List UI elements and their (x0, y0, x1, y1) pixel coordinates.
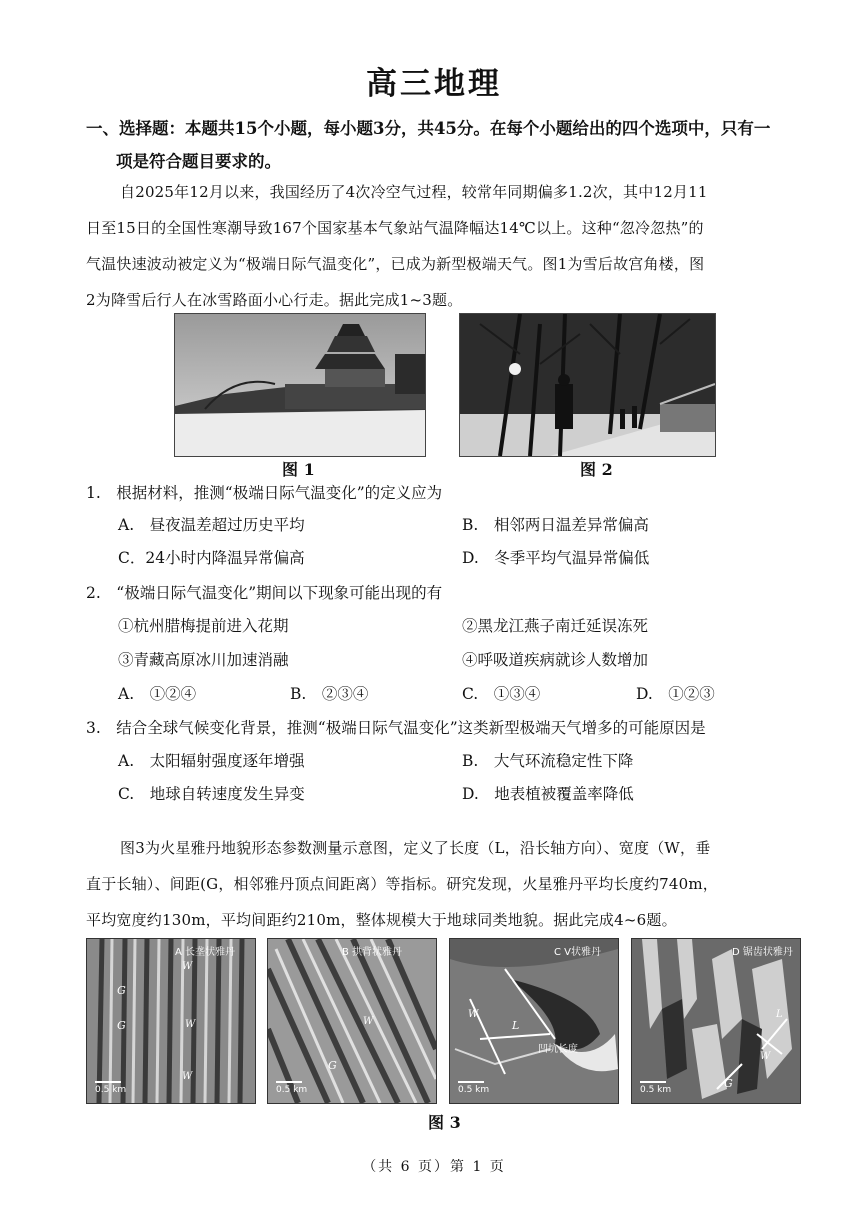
gap-mark-g: G (724, 1077, 733, 1090)
gap-mark-g: G (328, 1059, 337, 1072)
yardang-serrated-image (632, 939, 800, 1103)
question-3-option-a[interactable]: A. 太阳辐射强度逐年增强 (118, 752, 305, 770)
question-1-option-d[interactable]: D. 冬季平均气温异常偏低 (462, 549, 650, 567)
snowy-street-pedestrians-image (460, 314, 715, 456)
figure-2-photo (459, 313, 716, 457)
gap-mark-g: G (117, 1019, 126, 1032)
width-mark-w: W (363, 1016, 374, 1027)
section-line-2: 项是符合题目要求的。 (116, 152, 281, 171)
panel-a-scale-bar: 0.5 km (95, 1085, 127, 1095)
question-3-option-c[interactable]: C. 地球自转速度发生异变 (118, 785, 305, 803)
width-mark-w: W (468, 1009, 479, 1020)
panel-b-scale-bar: 0.5 km (276, 1085, 308, 1095)
question-1-stem: 1. 根据材料，推测“极端日际气温变化”的定义应为 (86, 484, 443, 502)
question-3-stem: 3. 结合全球气候变化背景，推测“极端日际气温变化”这类新型极端天气增多的可能原因是 (86, 719, 706, 737)
pit-length-label: 凹坑长度 (538, 1044, 578, 1055)
question-3-option-b[interactable]: B. 大气环流稳定性下降 (462, 752, 634, 770)
panel-d-label: D 锯齿状雅丹 (732, 947, 793, 958)
section-line-1: 一、选择题：本题共15个小题，每小题3分，共45分。在每个小题给出的四个选项中，只有一 (86, 119, 771, 138)
section-heading (86, 112, 826, 178)
yardang-linear-image (87, 939, 255, 1103)
page-footer: （共 6 页）第 1 页 (362, 1159, 506, 1175)
yardang-whaleback-image (268, 939, 436, 1103)
passage-2-line: 平均宽度约130m，平均间距约210m，整体规模大于地球同类地貌。据此完成4~6题。 (86, 911, 677, 929)
figure-3-caption: 图 3 (428, 1113, 461, 1132)
width-mark-w: W (182, 1071, 193, 1082)
question-2-statement-1: ①杭州腊梅提前进入花期 (118, 617, 289, 635)
passage-2 (86, 830, 816, 938)
figure-1-photo (174, 313, 426, 457)
passage-2-line: 图3为火星雅丹地貌形态参数测量示意图，定义了长度（L，沿长轴方向）、宽度（W，垂 (120, 839, 711, 857)
forbidden-city-corner-tower-image (175, 314, 425, 456)
passage-1-line: 2为降雪后行人在冰雪路面小心行走。据此完成1~3题。 (86, 291, 463, 309)
gap-mark-g: G (117, 984, 126, 997)
question-2-statement-3: ③青藏高原冰川加速消融 (118, 651, 289, 669)
width-mark-w: W (185, 1019, 196, 1030)
page-title: 高三地理 (366, 66, 502, 102)
panel-a-label: A 长垄状雅丹 (175, 947, 236, 958)
figure-2-caption: 图 2 (580, 460, 613, 479)
length-mark-l: L (776, 1009, 783, 1020)
figure-3-panel-d (631, 938, 801, 1104)
question-2-option-d[interactable]: D. ①②③ (636, 685, 715, 703)
length-mark-l: L (512, 1019, 520, 1032)
passage-1-line: 自2025年12月以来，我国经历了4次冷空气过程，较常年同期偏多1.2次，其中12月11 (120, 183, 708, 201)
question-2-option-c[interactable]: C. ①③④ (462, 685, 541, 703)
panel-c-label: C V状雅丹 (554, 947, 602, 958)
figure-3-panel-c (449, 938, 619, 1104)
question-2-statement-2: ②黑龙江燕子南迁延误冻死 (462, 617, 649, 635)
question-1-option-b[interactable]: B. 相邻两日温差异常偏高 (462, 516, 649, 534)
question-1-option-a[interactable]: A. 昼夜温差超过历史平均 (118, 516, 305, 534)
question-3-option-d[interactable]: D. 地表植被覆盖率降低 (462, 785, 634, 803)
question-2-statement-4: ④呼吸道疾病就诊人数增加 (462, 651, 649, 669)
question-2-option-a[interactable]: A. ①②④ (118, 685, 197, 703)
width-mark-w: W (182, 961, 193, 972)
passage-1 (86, 174, 816, 318)
passage-2-line: 直于长轴）、间距(G，相邻雅丹顶点间距离）等指标。研究发现，火星雅丹平均长度约740m， (86, 875, 718, 893)
panel-c-scale-bar: 0.5 km (458, 1085, 490, 1095)
panel-b-label: B 拱背状雅丹 (342, 947, 403, 958)
question-2-stem: 2. “极端日际气温变化”期间以下现象可能出现的有 (86, 584, 443, 602)
figure-3-panel-a (86, 938, 256, 1104)
question-2-option-b[interactable]: B. ②③④ (290, 685, 369, 703)
passage-1-line: 日至15日的全国性寒潮导致167个国家基本气象站气温降幅达14℃以上。这种“忽冷忽热”的 (86, 219, 704, 237)
question-1-option-c[interactable]: C．24小时内降温异常偏高 (118, 549, 305, 567)
width-mark-w: W (760, 1051, 771, 1062)
figure-3-panel-b (267, 938, 437, 1104)
panel-d-scale-bar: 0.5 km (640, 1085, 672, 1095)
passage-1-line: 气温快速波动被定义为“极端日际气温变化”，已成为新型极端天气。图1为雪后故宫角楼，图 (86, 255, 705, 273)
yardang-v-shaped-image (450, 939, 618, 1103)
figure-1-caption: 图 1 (282, 460, 315, 479)
